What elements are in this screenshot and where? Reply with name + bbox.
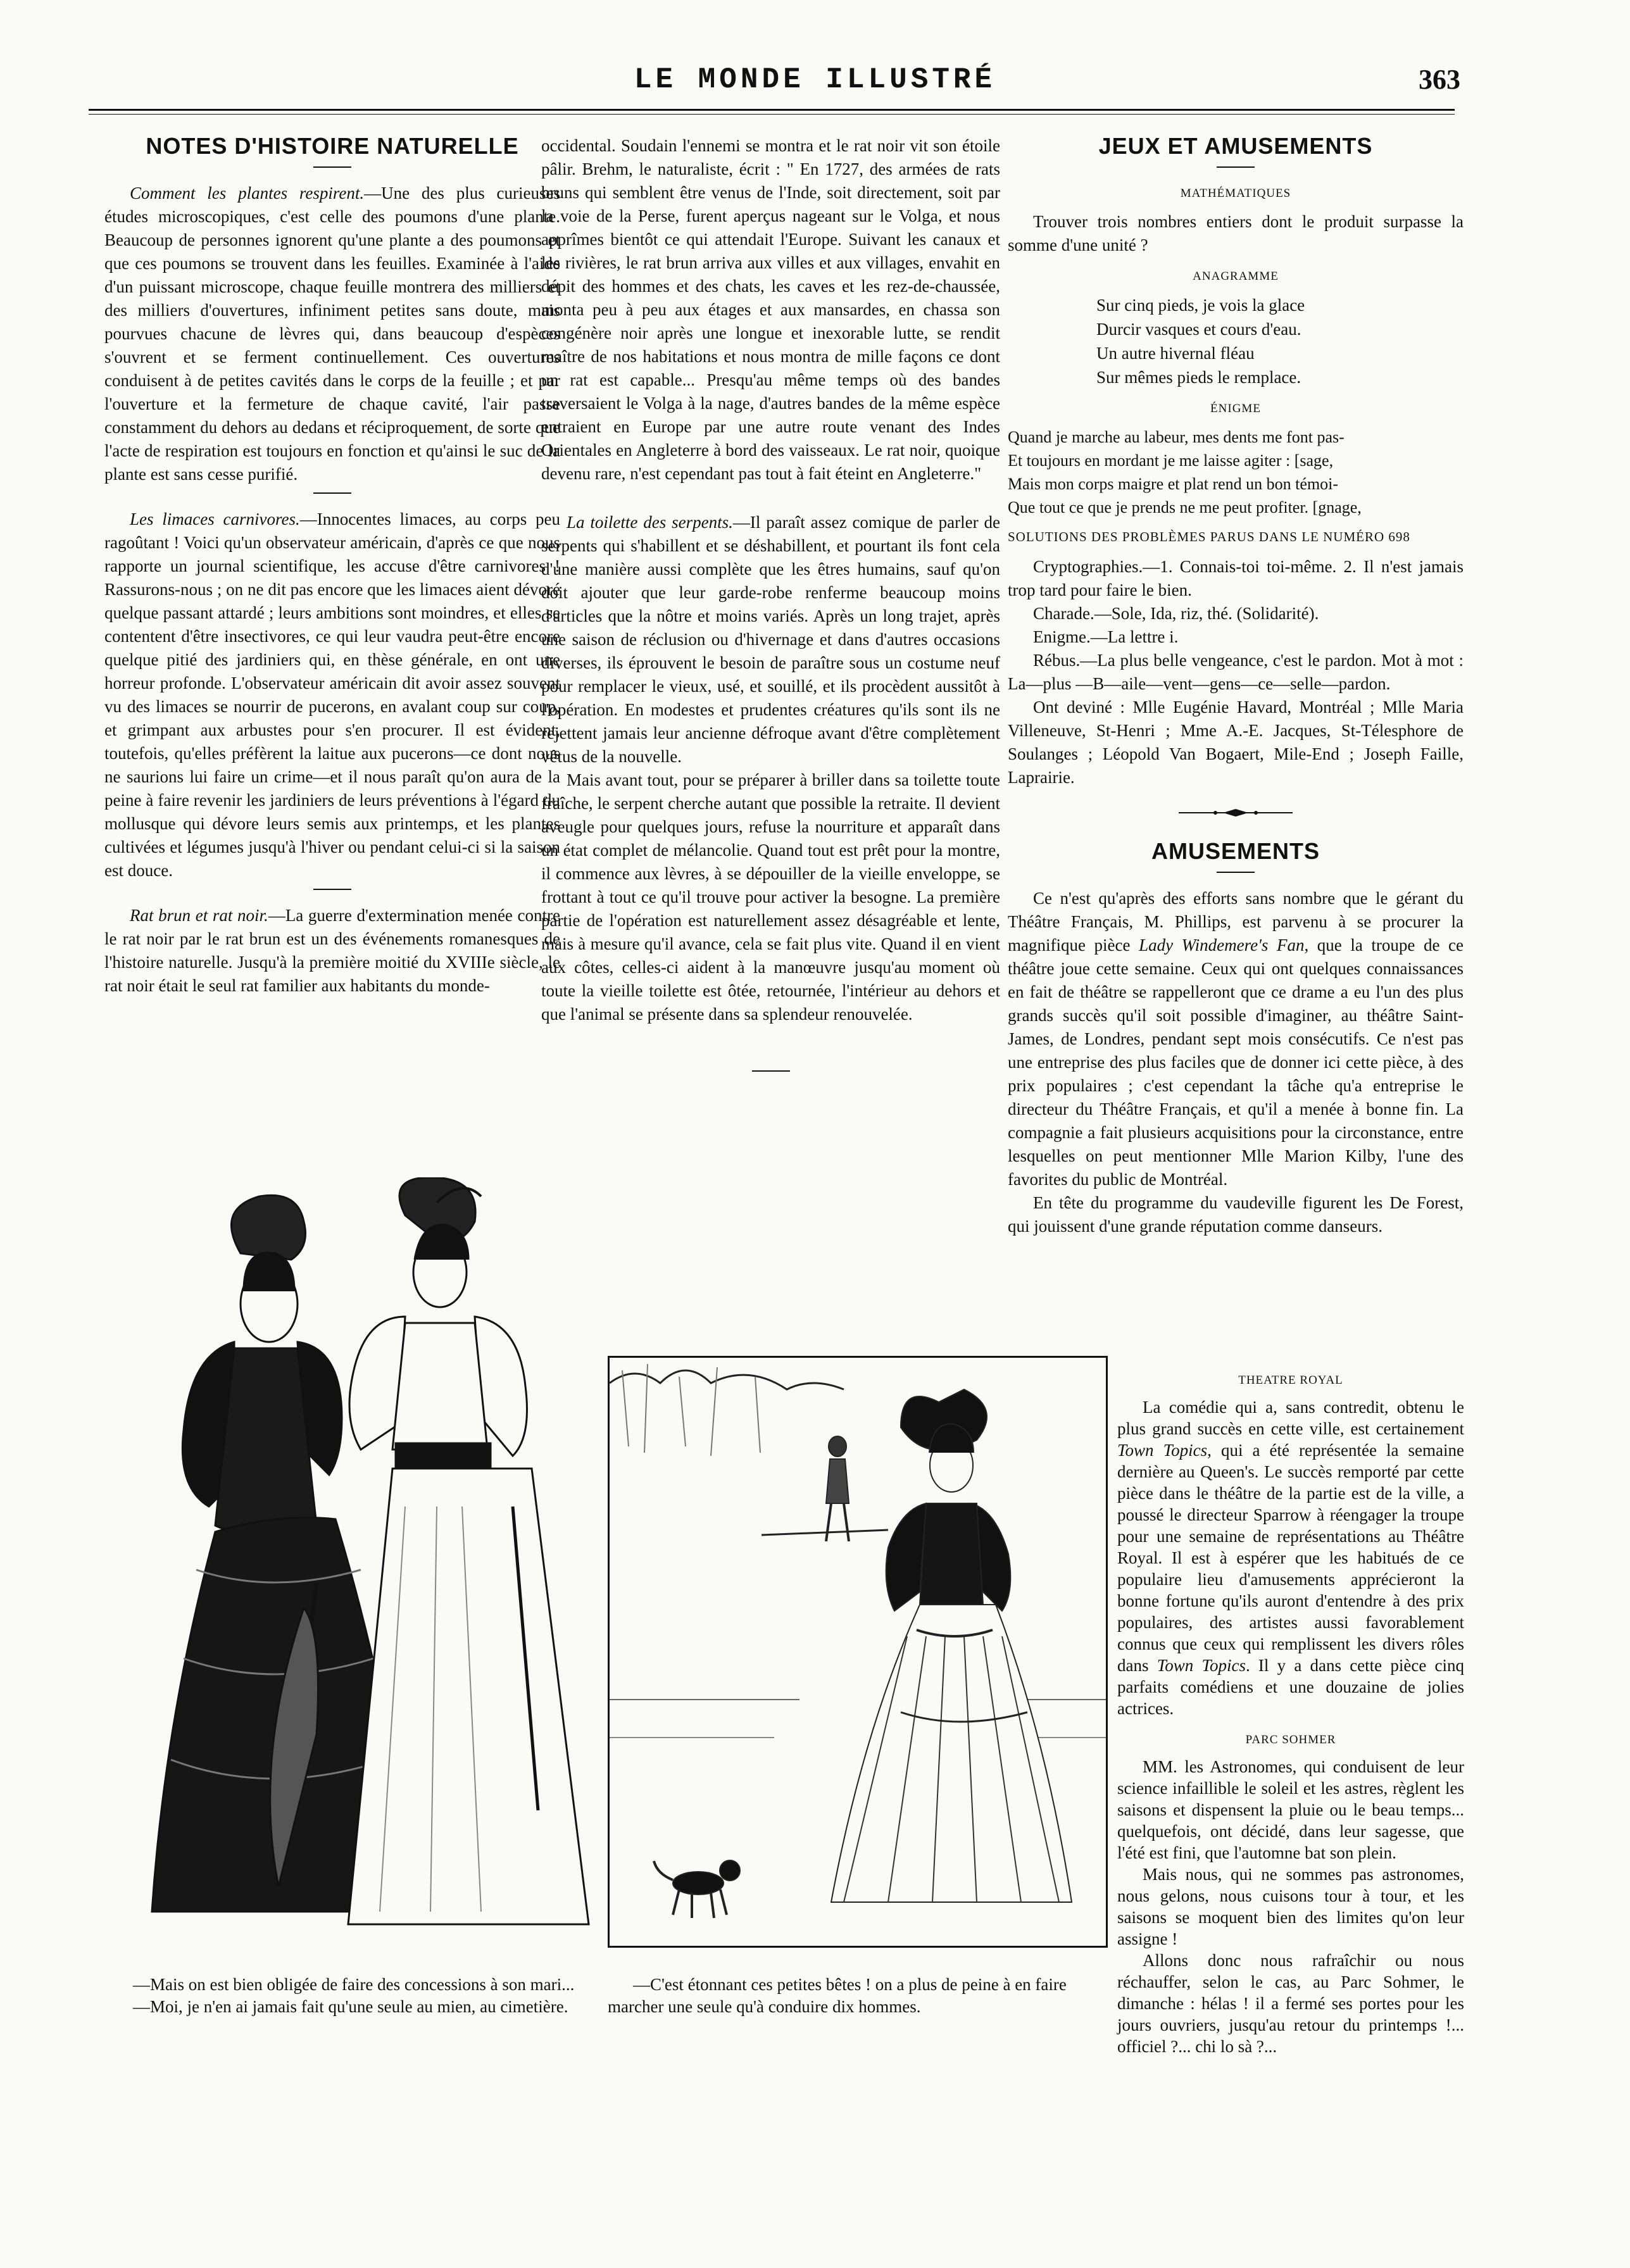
- play-title: Lady Windemere's Fan: [1139, 936, 1305, 955]
- solution-item: Rébus.—La plus belle vengeance, c'est le pardon. Mot à mot : La—plus —B—aile—vent—gens—ce—selle—pardon.: [1008, 651, 1464, 693]
- article-snake-toilette-2: Mais avant tout, pour se préparer à briller dans sa toilette toute fraîche, le serpent cherche autant que possible la retraite. Il devient aveugle pour quelques jours, refuse la nourriture et apparaît dans un état complet de mélancolie. Quand tout est prêt pour la montre, il commence aux lèvres, à se dépouiller de la vieille enveloppe, se frottant à tout ce qu'il trouve pour activer la besogne. La première partie de l'opération est naturellement assez désagréable et lente, mais à mesure qu'il avance, cela se fait plus vite. Quand il en vient aux côtes, celles-ci aident à la manœuvre jusqu'au moment où toute la vieille toilette est ôtée, retournée, l'intérieur au dehors et que l'animal se présente dans sa splendeur renouvelée.: [541, 770, 1000, 1024]
- article-title: Rat brun et rat noir.: [130, 906, 268, 925]
- article-plants-breathing: [104, 182, 560, 486]
- theatre-royal-paragraph: [1117, 1396, 1464, 1719]
- text-run: Ce n'est qu'après des efforts sans nombre que le gérant du Théâtre Français, M. Phillips, est parvenu à se procurer la magnifique pièce: [1008, 889, 1464, 955]
- solution-item: Charade.—Sole, Ida, riz, thé. (Solidarité).: [1033, 604, 1319, 623]
- puzzle-label-anagram: ANAGRAMME: [1193, 270, 1279, 283]
- text-run: , qui a été représentée la semaine dernière au Queen's. Le succès remporté par cette pièce dans le théâtre de la partie est de la ville, a poussé le directeur Sparrow à réengager la troupe pour une semaine de représentations au Théâtre Royal. Il est à espérer que les habitués de ce populaire lieu d'amusements apprécieront la bonne fortune qu'ils auront d'entendre à des prix populaires, des artistes aussi favorablement connus que ceux qui remplissent les divers rôles dans: [1117, 1441, 1465, 1675]
- article-text: —Il paraît assez comique de parler de serpents qui s'habillent et se déshabillent, et pourtant ils font cela d'une manière aussi complète que les êtres humains, sauf qu'on doit ajouter que leur garde-robe renferme beaucoup moins d'articles que la nôtre et moins variés. Après un long trajet, après une saison de réclusion ou d'hivernage et dans d'autres occasions diverses, ils éprouvent le besoin de paraître sous un costume neuf pour remplacer le vieux, usé, et souillé, et ils procèdent aussitôt à l'opération. En modestes et prudentes créatures qu'ils sont ils ne rejettent jamais leur ancienne défroque avant d'être complètement vêtus de la nouvelle.: [541, 513, 1000, 766]
- verse-line: Un autre hivernal fléau: [1096, 344, 1255, 363]
- article-carnivorous-slugs: [104, 508, 560, 882]
- verse-line: Quand je marche au labeur, mes dents me font pas-: [1008, 428, 1345, 446]
- parc-sohmer-paragraph: Mais nous, qui ne sommes pas astronomes, nous gelons, nous cuisons tour à tour, et les saisons se moquent bien des limites qu'on leur assigne !: [1117, 1865, 1464, 1948]
- section-divider: [752, 1070, 790, 1072]
- section-divider: [313, 166, 351, 168]
- caption-two-ladies: [108, 1974, 589, 2018]
- play-title: Town Topics: [1117, 1441, 1208, 1460]
- puzzle-math: Trouver trois nombres entiers dont le produit surpasse la somme d'une unité ?: [1008, 212, 1464, 254]
- verse-line: Sur mêmes pieds le remplace.: [1096, 368, 1301, 387]
- ornament-divider: [1008, 801, 1464, 824]
- illustration-woman-with-dog: [608, 1356, 1108, 1948]
- puzzle-label-math: MATHÉMATIQUES: [1180, 187, 1291, 200]
- section-divider: [1217, 166, 1255, 168]
- column-natural-history-continued: [541, 134, 1000, 1086]
- page-header-title: LE MONDE ILLUSTRÉ: [634, 63, 996, 96]
- puzzle-anagram: [1096, 293, 1464, 389]
- puzzle-enigma: [1008, 425, 1464, 519]
- article-title: La toilette des serpents.: [567, 513, 733, 532]
- article-title: Les limaces carnivores.: [130, 510, 300, 529]
- verse-line: Que tout ce que je prends ne me peut profiter. [gnage,: [1008, 498, 1362, 517]
- amusements-paragraph: [1008, 887, 1464, 1191]
- illustration-two-ladies: [108, 1177, 601, 1943]
- text-run: , que la troupe de ce théâtre joue cette semaine. Ceux qui ont quelques connaissances en fait de théâtre se rappelleront que ce drame a eu l'un des plus grands succès qu'il soit possible d'imaginer, au théâtre Saint-James, de Londres, pendant sept mois consécutifs. Ce n'est pas une entreprise des plus faciles que de donner ici cette pièce, à des prix populaires ; c'est cependant la tâche qu'a entreprise le directeur du Théâtre Français, et qu'il a menée à bonne fin. La compagnie a fait plusieurs acquisitions pour la circonstance, entre lesquelles on peut mentionner Mlle Marion Kilby, l'une des favorites du public de Montréal.: [1008, 936, 1464, 1189]
- solution-item: Ont deviné : Mlle Eugénie Havard, Montréal ; Mlle Maria Villeneuve, St-Henri ; Mme A.-E. Jacques, St-Télesphore de Soulanges ; Léopold Van Bogaert, Mile-End ; Joseph Faille, Laprairie.: [1008, 698, 1464, 787]
- theatre-royal-label: THEATRE ROYAL: [1238, 1374, 1343, 1387]
- text-run: . Il y a dans cette pièce cinq parfaits comédiens et une douzaine de jolies actrices.: [1117, 1656, 1464, 1718]
- parc-sohmer-paragraph: MM. les Astronomes, qui conduisent de leur science infaillible le soleil et les astres, règlent les saisons et dispensent la pluie ou le beau temps... quelquefois, ont décidé, dans leur sagesse, que l'été est fini, que l'automne bat son plein.: [1117, 1757, 1464, 1862]
- section-heading-natural-history: NOTES D'HISTOIRE NATURELLE: [146, 133, 519, 159]
- caption-line: —Moi, je n'en ai jamais fait qu'une seule au mien, au cimetière.: [133, 1997, 568, 2016]
- section-heading-amusements: AMUSEMENTS: [1151, 838, 1320, 864]
- column-games: [1008, 134, 1464, 1238]
- caption-line: —Mais on est bien obligée de faire des concessions à son mari...: [133, 1975, 575, 1994]
- section-divider: [313, 492, 351, 494]
- header-rule: [89, 109, 1455, 111]
- article-text: —Une des plus curieuses études microscopiques, c'est celle des poumons d'une plante. Beaucoup de personnes ignorent qu'une plante a des poumons et que ces poumons se trouvent dans les feuilles. Examinée à l'aide d'un puissant microscope, chaque feuille montrera des milliers et des milliers d'ouvertures, infiniment petites sans doute, mais pourvues chacune de lèvres qui, dans beaucoup d'espèces s'ouvrent et se ferment continuellement. Ces ouvertures conduisent à de petites cavités dans le corps de la feuille ; et par l'ouverture et la fermeture de chaque cavité, l'air passe constamment du dehors au dedans et réciproquement, de sorte que l'acte de respiration est toujours en fonction et qu'ainsi le suc de la plante est sans cesse purifié.: [104, 184, 560, 484]
- text-run: La comédie qui a, sans contredit, obtenu le plus grand succès en cette ville, est certainement: [1117, 1398, 1464, 1438]
- page-number: 363: [1419, 64, 1460, 95]
- amusements-paragraph: En tête du programme du vaudeville figurent les De Forest, qui jouissent d'une grande réputation comme danseurs.: [1008, 1193, 1464, 1236]
- article-rat-continued: occidental. Soudain l'ennemi se montra et le rat noir vit son étoile pâlir. Brehm, le naturaliste, écrit : " En 1727, des armées de rats bruns qui semblent être venus de l'Inde, soit directement, soit par la voie de la Perse, furent aperçus nageant sur le Volga, et nous apprîmes bientôt ce qui attendait l'Europe. Suivant les canaux et les rivières, le rat brun arriva aux villes et aux villages, envahit en dépit des hommes et des chats, les caves et les rez-de-chaussée, monta peu à peu aux étages et aux mansardes, en chassa son congénère noir après une longue et inexorable lutte, se rendit maître de nos habitations et nous montra de mille façons ce dont un rat est capable... Presqu'au même temps où des bandes traversaient le Volga à la nage, d'autres bandes de la même espèce entraient en Europe par une autre route venant des Indes Orientales en Angleterre à bord des vaisseaux. Le rat noir, quoique devenu rare, n'est cependant pas tout à fait éteint en Angleterre.": [541, 136, 1000, 483]
- parc-sohmer-label: PARC SOHMER: [1245, 1733, 1336, 1746]
- column-theatre: [1117, 1362, 1464, 2057]
- solutions-label: SOLUTIONS DES PROBLÈMES PARUS DANS LE NUMÉRO 698: [1008, 529, 1410, 544]
- puzzle-label-enigma: ÉNIGME: [1210, 402, 1261, 415]
- section-divider: [313, 889, 351, 890]
- parc-sohmer-paragraph: Allons donc nous rafraîchir ou nous réchauffer, selon le cas, au Parc Sohmer, le dimanche : hélas ! il a fermé ses portes pour les jours ouvriers, jusqu'au retour du printemps !... officiel ?... chi lo sà ?...: [1117, 1951, 1464, 2056]
- caption-line: —C'est étonnant ces petites bêtes ! on a plus de peine à en faire marcher une seule qu'à conduire dix hommes.: [608, 1975, 1067, 2016]
- play-title: Town Topics: [1157, 1656, 1246, 1675]
- article-brown-black-rat: [104, 904, 560, 998]
- article-snake-toilette: [541, 511, 1000, 768]
- verse-line: Mais mon corps maigre et plat rend un bon témoi-: [1008, 475, 1339, 493]
- solution-item: Cryptographies.—1. Connais-toi toi-même. 2. Il n'est jamais trop tard pour faire le bien.: [1008, 557, 1464, 599]
- column-natural-history: [104, 134, 560, 998]
- verse-line: Durcir vasques et cours d'eau.: [1096, 320, 1301, 339]
- section-heading-games: JEUX ET AMUSEMENTS: [1098, 133, 1373, 159]
- article-text: —Innocentes limaces, au corps peu ragoûtant ! Voici qu'un observateur américain, d'après ce que nous rapporte un journal scientifique, les accuse d'être carnivores ! Rassurons-nous ; on ne dit pas encore que les limaces aient dévoré quelque passant attardé ; leurs ambitions sont moindres, et elles se contentent d'être insectivores, ce qui leur vaudra peut-être encore quelque pitié des jardiniers qui, en thèse générale, en ont une horreur profonde. L'observateur américain dit avoir assez souvent vu des limaces se nourrir de pucerons, en avalant coup sur coup, et grimpant aux arbustes pour s'en procurer. Il est évident, toutefois, qu'elles préfèrent la laitue aux pucerons—ce dont nous ne saurions lui faire un crime—et il nous paraît qu'on aura de la peine à faire revenir les jardiniers de leurs préventions à l'égard du mollusque qui dévore leurs semis aux printemps, et les plantes cultivées et légumes jusqu'à l'hiver ou pendant celui-ci si la saison est douce.: [104, 510, 560, 880]
- caption-woman-with-dog: [608, 1974, 1108, 2018]
- verse-line: Sur cinq pieds, je vois la glace: [1096, 296, 1305, 315]
- article-text: —La guerre d'extermination menée contre le rat noir par le rat brun est un des événements romanesques de l'histoire naturelle. Jusqu'à la première moitié du XVIIIe siècle, le rat noir était le seul rat familier aux habitants du monde-: [104, 906, 561, 995]
- article-title: Comment les plantes respirent.: [130, 184, 365, 203]
- verse-line: Et toujours en mordant je me laisse agiter : [sage,: [1008, 451, 1334, 470]
- solution-item: Enigme.—La lettre i.: [1033, 627, 1179, 646]
- header-rule-thin: [89, 114, 1455, 115]
- section-divider: [1217, 872, 1255, 873]
